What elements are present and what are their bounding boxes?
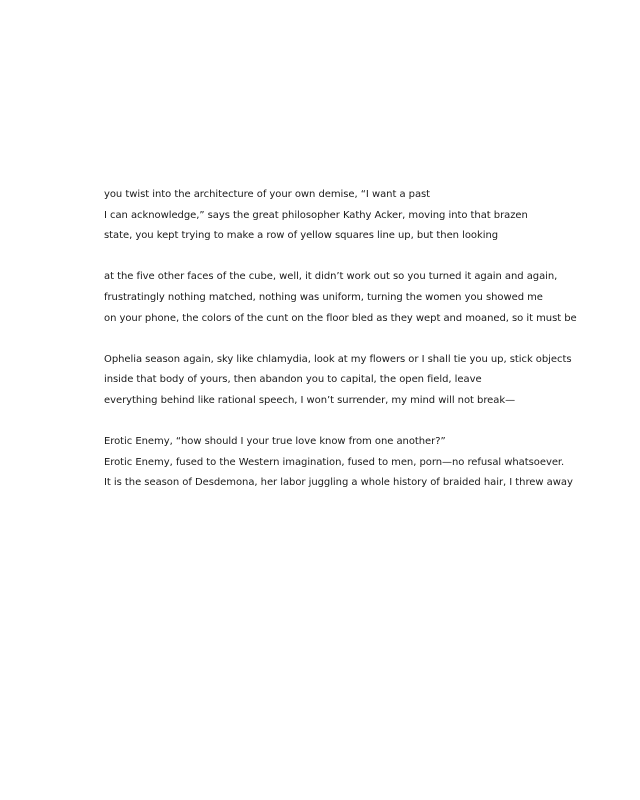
poem-line: state, you kept trying to make a row of yellow squares line up, but then looking	[104, 230, 499, 242]
poem-line: I can acknowledge,” says the great philosopher Kathy Acker, moving into that brazen	[104, 209, 528, 221]
poem-line: everything behind like rational speech, I won’t surrender, my mind will not break—	[104, 394, 516, 406]
stanza-4	[104, 432, 624, 494]
poem-line: Ophelia season again, sky like chlamydia, look at my flowers or I shall tie you up, stick objects	[104, 353, 572, 365]
poem-line: on your phone, the colors of the cunt on the floor bled as they wept and moaned, so it must be	[104, 312, 577, 324]
poem-line: at the five other faces of the cube, well, it didn’t work out so you turned it again and again,	[104, 271, 558, 283]
poem-line: It is the season of Desdemona, her labor juggling a whole history of braided hair, I threw away	[104, 477, 573, 489]
stanza-1	[104, 185, 624, 247]
stanza-2	[104, 267, 624, 329]
poem-line: Erotic Enemy, “how should I your true love know from one another?”	[104, 436, 446, 448]
poem-line: you twist into the architecture of your own demise, “I want a past	[104, 189, 431, 200]
poem-line: inside that body of yours, then abandon you to capital, the open field, leave	[104, 374, 482, 386]
poem-text	[104, 185, 624, 515]
poem-line: frustratingly nothing matched, nothing was uniform, turning the women you showed me	[104, 291, 543, 303]
poem-line: Erotic Enemy, fused to the Western imagination, fused to men, porn—no refusal whatsoever.	[104, 456, 565, 468]
stanza-3	[104, 350, 624, 412]
